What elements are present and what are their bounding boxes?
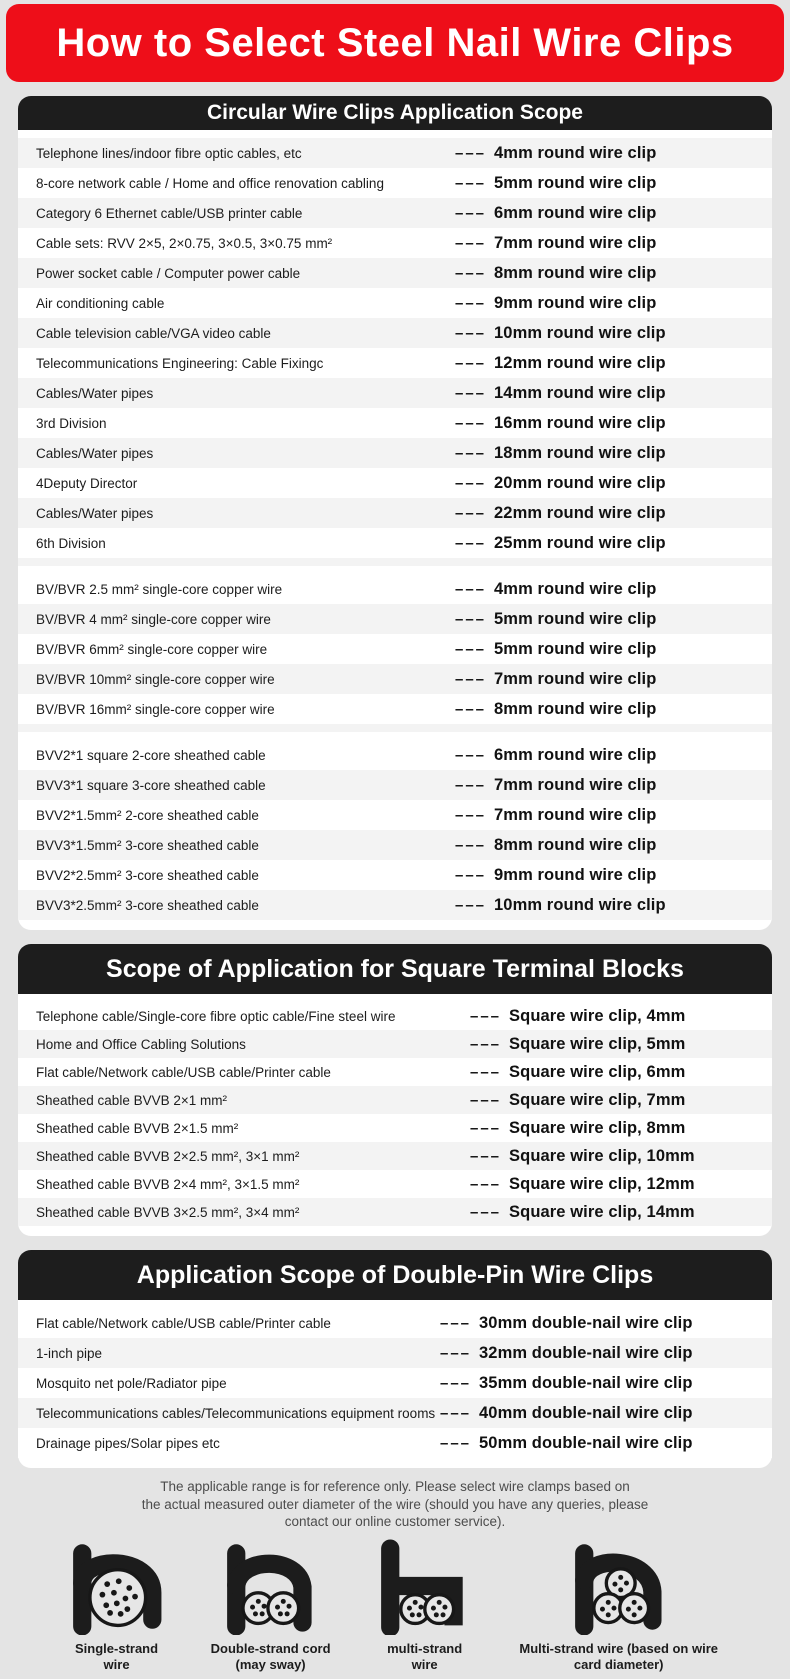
clip-recommendation (455, 234, 656, 253)
clip-table-double-nail (18, 1308, 772, 1458)
clip-recommendation (470, 1063, 685, 1082)
table-row (18, 1030, 772, 1058)
table-row (18, 1058, 772, 1086)
dash-connector: ––– (440, 1374, 472, 1392)
clip-recommendation (455, 670, 656, 689)
clip-recommendation (455, 776, 656, 795)
dash-connector: ––– (455, 414, 487, 432)
legend-caption: Multi-strand wire (based on wire card diameter) (519, 1640, 718, 1672)
clip-recommendation (455, 580, 656, 599)
clip-size-label: 8mm round wire clip (494, 263, 657, 282)
cable-type-label: BV/BVR 10mm² single-core copper wire (36, 671, 275, 687)
table-row (18, 1002, 772, 1030)
cable-type-label: 1-inch pipe (36, 1345, 103, 1361)
clip-recommendation (470, 1175, 695, 1194)
table-row (18, 1398, 772, 1428)
clip-recommendation (455, 866, 656, 885)
cable-type-label: BVV3*2.5mm² 3-core sheathed cable (36, 897, 259, 913)
cable-type-label: Sheathed cable BVVB 2×1 mm² (36, 1092, 227, 1108)
legend-caption: Double-strand cord (may sway) (210, 1640, 331, 1672)
clip-size-label: 7mm round wire clip (494, 775, 657, 794)
clip-recommendation (470, 1007, 685, 1026)
clip-size-label: 18mm round wire clip (494, 443, 666, 462)
table-row (18, 634, 772, 664)
clip-size-label: 5mm round wire clip (494, 173, 657, 192)
table-row (18, 574, 772, 604)
dash-connector: ––– (455, 444, 487, 462)
table-row (18, 348, 772, 378)
table-row (18, 860, 772, 890)
dash-connector: ––– (440, 1344, 472, 1362)
clip-size-label: 22mm round wire clip (494, 503, 666, 522)
cable-type-label: BV/BVR 16mm² single-core copper wire (36, 701, 275, 717)
dash-connector: ––– (455, 866, 487, 884)
cable-type-label: Sheathed cable BVVB 3×2.5 mm², 3×4 mm² (36, 1204, 300, 1220)
clip-size-label: 50mm double-nail wire clip (479, 1433, 693, 1452)
clip-recommendation (455, 806, 656, 825)
section-body (18, 994, 772, 1236)
clip-recommendation (470, 1035, 685, 1054)
clip-table-square (18, 1002, 772, 1226)
table-row (18, 228, 772, 258)
cable-type-label: Telephone cable/Single-core fibre optic cable/Fine steel wire (36, 1008, 396, 1024)
cable-type-label: Flat cable/Network cable/USB cable/Printer cable (36, 1064, 331, 1080)
clip-recommendation (440, 1374, 693, 1393)
table-row (18, 288, 772, 318)
cable-type-label: 8-core network cable / Home and office renovation cabling (36, 175, 384, 191)
cable-type-label: 3rd Division (36, 415, 107, 431)
clip-size-label: Square wire clip, 4mm (509, 1006, 686, 1025)
clip-size-label: 30mm double-nail wire clip (479, 1313, 693, 1332)
clip-size-label: 7mm round wire clip (494, 805, 657, 824)
dash-connector: ––– (455, 264, 487, 282)
dash-connector: ––– (440, 1434, 472, 1452)
section-body (18, 1300, 772, 1468)
clip-size-label: 40mm double-nail wire clip (479, 1403, 693, 1422)
dash-connector: ––– (455, 746, 487, 764)
table-row (18, 408, 772, 438)
cable-type-label: Cable television cable/VGA video cable (36, 325, 271, 341)
double-strand-cord-icon (218, 1539, 324, 1635)
clip-size-label: Square wire clip, 7mm (509, 1090, 686, 1109)
table-row (18, 694, 772, 724)
clip-recommendation (440, 1404, 693, 1423)
cable-type-label: Cables/Water pipes (36, 505, 154, 521)
legend-caption: Single-strand wire (75, 1640, 159, 1672)
dash-connector: ––– (470, 1119, 502, 1137)
clip-size-label: 7mm round wire clip (494, 233, 657, 252)
dash-connector: ––– (455, 144, 487, 162)
cable-type-label: Category 6 Ethernet cable/USB printer cable (36, 205, 303, 221)
clip-size-label: 10mm round wire clip (494, 323, 666, 342)
clip-recommendation (440, 1434, 693, 1453)
cable-type-label: Air conditioning cable (36, 295, 165, 311)
table-row (18, 890, 772, 920)
clip-recommendation (455, 474, 666, 493)
clip-table-bv-bvr (18, 574, 772, 724)
disclaimer-line: contact our online customer service). (284, 1514, 506, 1530)
table-row (18, 1142, 772, 1170)
clip-recommendation (455, 700, 656, 719)
table-row (18, 830, 772, 860)
clip-recommendation (455, 354, 666, 373)
clip-size-label: Square wire clip, 5mm (509, 1034, 686, 1053)
clip-recommendation (455, 836, 656, 855)
dash-connector: ––– (455, 204, 487, 222)
table-row (18, 438, 772, 468)
clip-recommendation (455, 324, 666, 343)
dash-connector: ––– (455, 474, 487, 492)
cable-type-label: BVV2*1.5mm² 2-core sheathed cable (36, 807, 259, 823)
dash-connector: ––– (455, 670, 487, 688)
section-circular-wire-clips (18, 96, 772, 930)
table-row (18, 1338, 772, 1368)
table-row (18, 258, 772, 288)
cable-type-label: BVV3*1.5mm² 3-core sheathed cable (36, 837, 259, 853)
clip-size-label: 9mm round wire clip (494, 293, 657, 312)
table-row (18, 138, 772, 168)
clip-table-bvv (18, 740, 772, 920)
legend-item (203, 1539, 338, 1674)
dash-connector: ––– (455, 174, 487, 192)
dash-connector: ––– (455, 836, 487, 854)
dash-connector: ––– (455, 640, 487, 658)
table-row (18, 1198, 772, 1226)
cable-type-label: Home and Office Cabling Solutions (36, 1036, 246, 1052)
clip-size-label: 5mm round wire clip (494, 609, 657, 628)
dash-connector: ––– (470, 1091, 502, 1109)
cable-type-label: 4Deputy Director (36, 475, 138, 491)
dash-connector: ––– (455, 234, 487, 252)
cable-type-label: 6th Division (36, 535, 106, 551)
clip-size-label: 25mm round wire clip (494, 533, 666, 552)
table-row (18, 198, 772, 228)
clip-recommendation (455, 444, 666, 463)
table-row (18, 378, 772, 408)
dash-connector: ––– (470, 1063, 502, 1081)
table-row (18, 1428, 772, 1458)
cable-type-label: Telecommunications Engineering: Cable Fixingc (36, 355, 324, 371)
cable-type-label: BV/BVR 4 mm² single-core copper wire (36, 611, 271, 627)
clip-recommendation (455, 174, 656, 193)
clip-recommendation (440, 1314, 693, 1333)
clip-table-general (18, 138, 772, 558)
dash-connector: ––– (455, 354, 487, 372)
legend-item (511, 1539, 726, 1674)
dash-connector: ––– (470, 1203, 502, 1221)
dash-connector: ––– (455, 580, 487, 598)
dash-connector: ––– (470, 1147, 502, 1165)
page-title: How to Select Steel Nail Wire Clips (56, 20, 734, 65)
table-row (18, 1086, 772, 1114)
clip-size-label: 16mm round wire clip (494, 413, 666, 432)
multi-strand-wire-icon (372, 1539, 478, 1635)
dash-connector: ––– (455, 700, 487, 718)
clip-recommendation (455, 264, 656, 283)
clip-size-label: 20mm round wire clip (494, 473, 666, 492)
dash-connector: ––– (455, 896, 487, 914)
clip-size-label: 35mm double-nail wire clip (479, 1373, 693, 1392)
table-row (18, 1368, 772, 1398)
clip-recommendation (455, 610, 656, 629)
section-square-terminal-blocks (18, 944, 772, 1236)
section-body (18, 130, 772, 930)
dash-connector: ––– (470, 1007, 502, 1025)
clip-recommendation (455, 414, 666, 433)
section-header: Scope of Application for Square Terminal Blocks (18, 944, 772, 994)
section-header: Application Scope of Double-Pin Wire Clips (18, 1250, 772, 1300)
clip-recommendation (455, 204, 656, 223)
disclaimer-line: the actual measured outer diameter of the wire (should you have any queries, please (141, 1496, 649, 1512)
cable-type-label: Mosquito net pole/Radiator pipe (36, 1375, 227, 1391)
clip-recommendation (455, 640, 656, 659)
clip-size-label: 8mm round wire clip (494, 699, 657, 718)
cable-type-label: Drainage pipes/Solar pipes etc (36, 1435, 220, 1451)
dash-connector: ––– (455, 294, 487, 312)
cable-type-label: Sheathed cable BVVB 2×2.5 mm², 3×1 mm² (36, 1148, 300, 1164)
clip-size-label: 32mm double-nail wire clip (479, 1343, 693, 1362)
legend-caption: multi-strand wire (387, 1640, 463, 1672)
dash-connector: ––– (455, 806, 487, 824)
cable-type-label: Sheathed cable BVVB 2×4 mm², 3×1.5 mm² (36, 1176, 300, 1192)
dash-connector: ––– (455, 504, 487, 522)
table-row (18, 1170, 772, 1198)
clip-size-label: 6mm round wire clip (494, 203, 657, 222)
clip-size-label: Square wire clip, 6mm (509, 1062, 686, 1081)
clip-size-label: 14mm round wire clip (494, 383, 666, 402)
cable-type-label: Cables/Water pipes (36, 445, 154, 461)
clip-size-label: 9mm round wire clip (494, 865, 657, 884)
cable-type-label: Flat cable/Network cable/USB cable/Printer cable (36, 1315, 331, 1331)
clip-size-label: 12mm round wire clip (494, 353, 666, 372)
cable-type-label: Cables/Water pipes (36, 385, 154, 401)
clip-size-label: 4mm round wire clip (494, 143, 657, 162)
clip-recommendation (455, 534, 666, 553)
section-header: Circular Wire Clips Application Scope (18, 96, 772, 130)
table-row (18, 468, 772, 498)
cable-type-label: Telephone lines/indoor fibre optic cables, etc (36, 145, 302, 161)
cable-type-label: BVV3*1 square 3-core sheathed cable (36, 777, 266, 793)
dash-connector: ––– (470, 1175, 502, 1193)
table-row (18, 318, 772, 348)
legend-item (64, 1539, 170, 1674)
cable-type-label: BVV2*2.5mm² 3-core sheathed cable (36, 867, 259, 883)
clip-size-label: 8mm round wire clip (494, 835, 657, 854)
cable-type-label: Cable sets: RVV 2×5, 2×0.75, 3×0.5, 3×0.75 mm² (36, 235, 333, 251)
clip-size-label: 5mm round wire clip (494, 639, 657, 658)
clip-recommendation (455, 384, 666, 403)
clip-size-label: 6mm round wire clip (494, 745, 657, 764)
table-row (18, 740, 772, 770)
disclaimer-note (0, 1478, 790, 1531)
clip-recommendation (455, 504, 666, 523)
clip-size-label: Square wire clip, 14mm (509, 1202, 695, 1221)
clip-size-label: 10mm round wire clip (494, 895, 666, 914)
dash-connector: ––– (455, 610, 487, 628)
table-row (18, 664, 772, 694)
clip-recommendation (470, 1203, 695, 1222)
table-row (18, 498, 772, 528)
cable-type-label: Sheathed cable BVVB 2×1.5 mm² (36, 1120, 239, 1136)
table-row (18, 1308, 772, 1338)
table-row (18, 528, 772, 558)
group-divider (18, 724, 772, 740)
clip-recommendation (470, 1147, 695, 1166)
clip-size-label: Square wire clip, 12mm (509, 1174, 695, 1193)
dash-connector: ––– (440, 1404, 472, 1422)
clip-recommendation (455, 294, 656, 313)
clip-recommendation (470, 1091, 685, 1110)
legend-item (372, 1539, 478, 1674)
section-double-pin-wire-clips (18, 1250, 772, 1468)
page-banner (6, 4, 784, 82)
multi-strand-wire-card-diameter-icon (566, 1539, 672, 1635)
dash-connector: ––– (455, 534, 487, 552)
cable-type-label: BV/BVR 2.5 mm² single-core copper wire (36, 581, 283, 597)
group-divider (18, 558, 772, 574)
clip-size-label: Square wire clip, 8mm (509, 1118, 686, 1137)
dash-connector: ––– (470, 1035, 502, 1053)
clip-size-label: Square wire clip, 10mm (509, 1146, 695, 1165)
clip-recommendation (440, 1344, 693, 1363)
cable-type-label: BVV2*1 square 2-core sheathed cable (36, 747, 266, 763)
dash-connector: ––– (455, 776, 487, 794)
table-row (18, 168, 772, 198)
dash-connector: ––– (455, 384, 487, 402)
single-strand-wire-icon (64, 1539, 170, 1635)
wire-type-legend (30, 1539, 760, 1674)
table-row (18, 800, 772, 830)
clip-recommendation (455, 746, 656, 765)
clip-size-label: 4mm round wire clip (494, 579, 657, 598)
clip-recommendation (455, 144, 656, 163)
table-row (18, 604, 772, 634)
dash-connector: ––– (455, 324, 487, 342)
clip-size-label: 7mm round wire clip (494, 669, 657, 688)
cable-type-label: Power socket cable / Computer power cable (36, 265, 301, 281)
cable-type-label: Telecommunications cables/Telecommunications equipment rooms (36, 1405, 436, 1421)
clip-recommendation (455, 896, 666, 915)
dash-connector: ––– (440, 1314, 472, 1332)
clip-recommendation (470, 1119, 685, 1138)
cable-type-label: BV/BVR 6mm² single-core copper wire (36, 641, 268, 657)
disclaimer-line: The applicable range is for reference only. Please select wire clamps based on (160, 1479, 630, 1494)
table-row (18, 1114, 772, 1142)
table-row (18, 770, 772, 800)
